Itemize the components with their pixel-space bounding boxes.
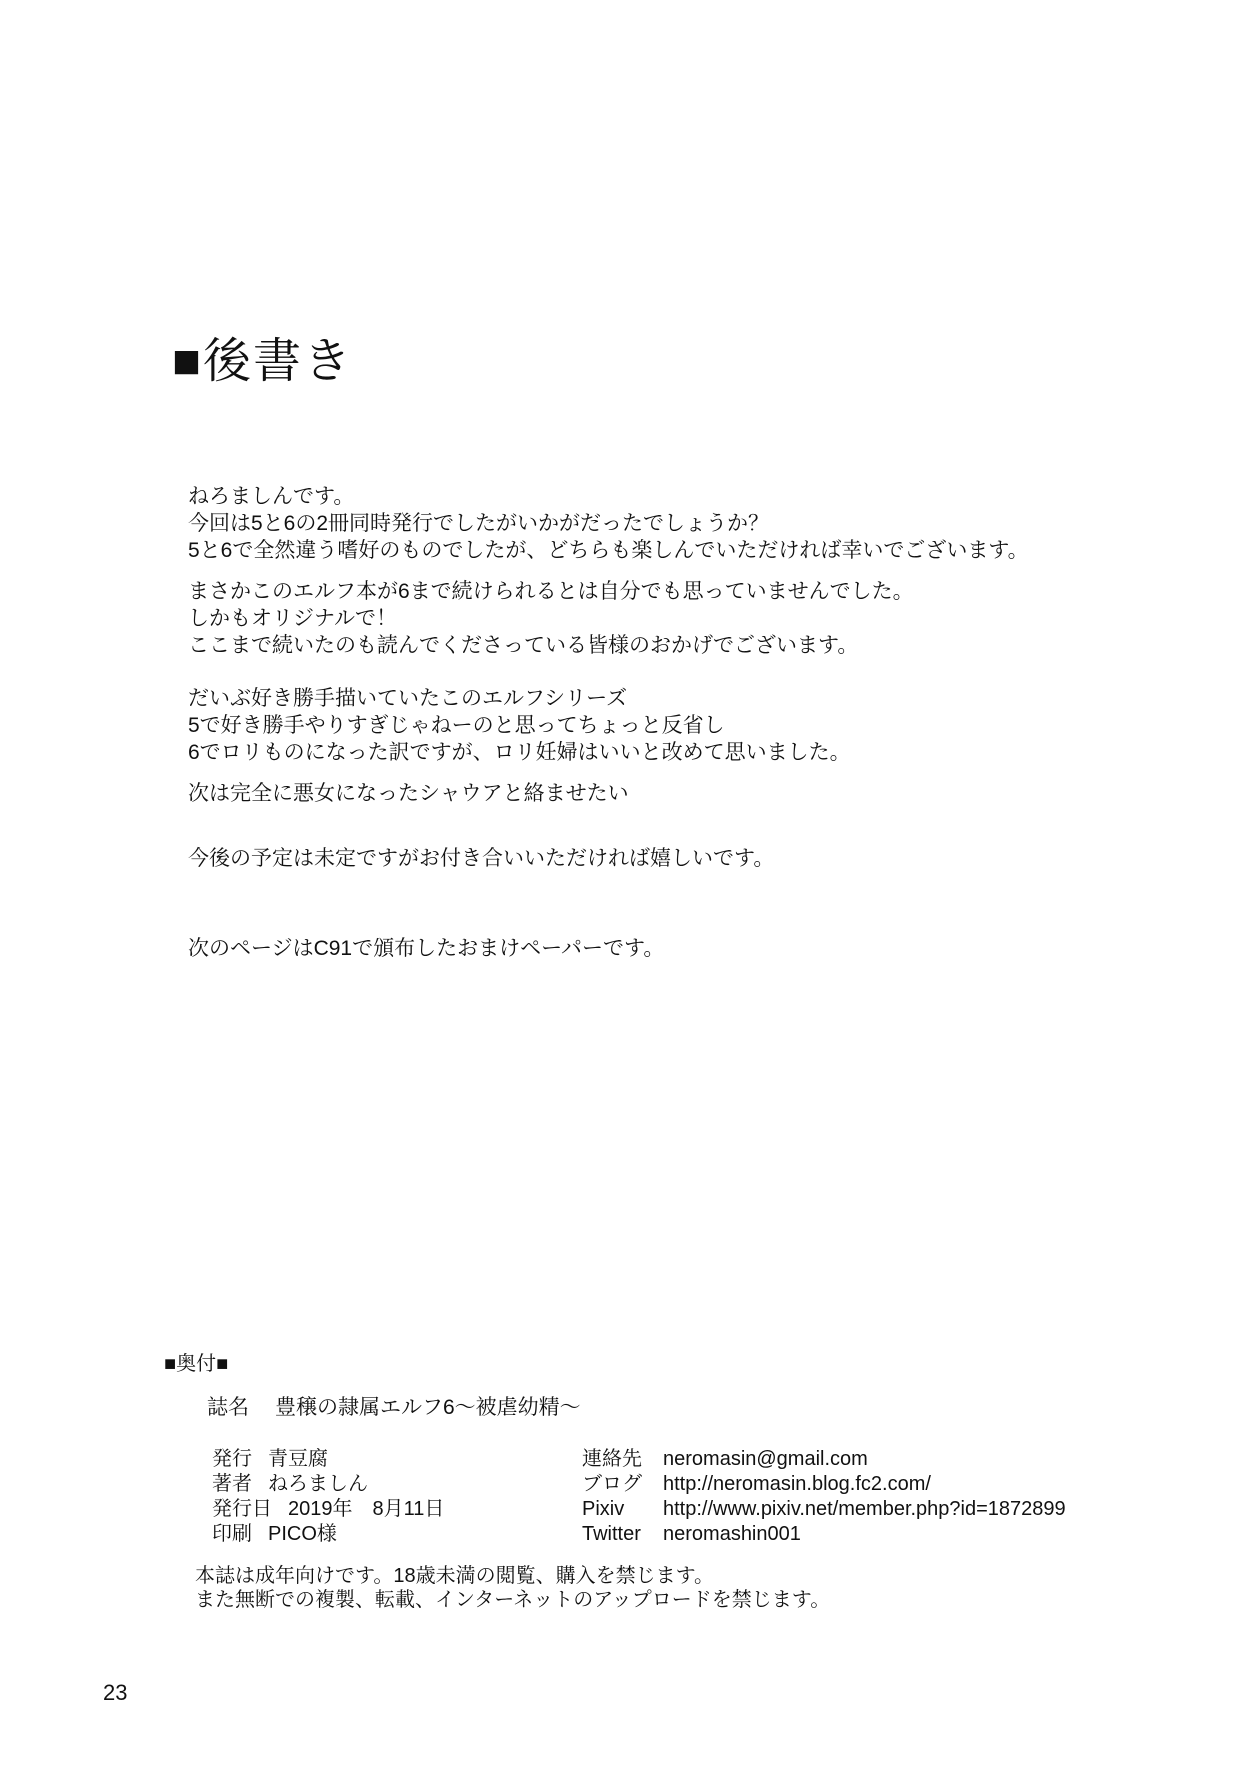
author-value: ねろましん: [268, 1473, 368, 1495]
blog-row: [582, 1472, 1066, 1497]
afterword-line: 5と6で全然違う嗜好のものでしたが、どちらも楽しんでいただければ幸いでございます。: [188, 539, 1029, 562]
pixiv-label: Pixiv: [582, 1498, 625, 1520]
notice-line: 本誌は成年向けです。18歳未満の閲覧、購入を禁じます。: [195, 1565, 715, 1587]
colophon-left-column: [212, 1447, 444, 1547]
afterword-line: 次は完全に悪女になったシャウアと絡ませたい: [188, 782, 629, 805]
age-restriction-notice: [195, 1564, 830, 1612]
afterword-paragraph-future: [188, 845, 774, 872]
printer-label: 印刷: [212, 1523, 252, 1545]
afterword-line: 今回は5と6の2冊同時発行でしたがいかがだったでしょうか？: [188, 512, 770, 535]
twitter-handle: neromashin001: [663, 1523, 801, 1545]
afterword-paragraph-intro: [188, 483, 1029, 564]
twitter-label: Twitter: [582, 1523, 641, 1545]
blog-label: ブログ: [582, 1473, 642, 1495]
contact-label: 連絡先: [582, 1448, 642, 1470]
afterword-line: まさかこのエルフ本が6まで続けられるとは自分でも思っていませんでした。: [188, 580, 914, 603]
twitter-row: [582, 1522, 1066, 1547]
publish-date-row: [212, 1497, 444, 1522]
afterword-paragraph-series: [188, 578, 914, 659]
publisher-value: 青豆腐: [268, 1448, 328, 1470]
book-title-label: 誌名: [207, 1396, 249, 1419]
publish-date-value: 2019年 8月11日: [288, 1498, 445, 1520]
afterword-line: ここまで続いたのも読んでくださっている皆様のおかげでございます。: [188, 634, 859, 657]
book-title-row: [207, 1395, 581, 1421]
printer-row: [212, 1522, 444, 1547]
colophon-heading: ■奥付■: [164, 1353, 229, 1375]
afterword-heading: ■後書き: [172, 335, 353, 388]
page-number: 23: [103, 1680, 128, 1705]
author-row: [212, 1472, 444, 1497]
publish-date-label: 発行日: [212, 1498, 272, 1520]
book-title-value: 豊穣の隷属エルフ6～被虐幼精～: [275, 1396, 581, 1419]
contact-value: neromasin@gmail.com: [663, 1448, 868, 1470]
colophon-right-column: [582, 1447, 1066, 1547]
contact-row: [582, 1447, 1066, 1472]
afterword-line: だいぶ好き勝手描いていたこのエルフシリーズ: [188, 687, 628, 710]
afterword-line: 6でロリものになった訳ですが、ロリ妊婦はいいと改めて思いました。: [188, 741, 851, 764]
afterword-paragraph-bonus: [188, 935, 664, 962]
author-label: 著者: [212, 1473, 252, 1495]
pixiv-row: [582, 1497, 1066, 1522]
afterword-line: 次のページはC91で頒布したおまけペーパーです。: [188, 937, 665, 960]
printer-value: PICO様: [268, 1523, 337, 1545]
afterword-line: 5で好き勝手やりすぎじゃねーのと思ってちょっと反省し: [188, 714, 725, 737]
publisher-label: 発行: [212, 1448, 252, 1470]
pixiv-url: http://www.pixiv.net/member.php?id=1872899: [663, 1498, 1066, 1520]
afterword-line: ねろましんです。: [188, 485, 355, 508]
notice-line: また無断での複製、転載、インターネットのアップロードを禁じます。: [195, 1589, 831, 1611]
publisher-row: [212, 1447, 444, 1472]
afterword-line: しかもオリジナルで！: [188, 607, 397, 630]
afterword-paragraph-next: [188, 780, 629, 807]
blog-url: http://neromasin.blog.fc2.com/: [663, 1473, 931, 1495]
afterword-paragraph-reflection: [188, 685, 851, 766]
afterword-line: 今後の予定は未定ですがお付き合いいただければ嬉しいです。: [188, 847, 775, 870]
